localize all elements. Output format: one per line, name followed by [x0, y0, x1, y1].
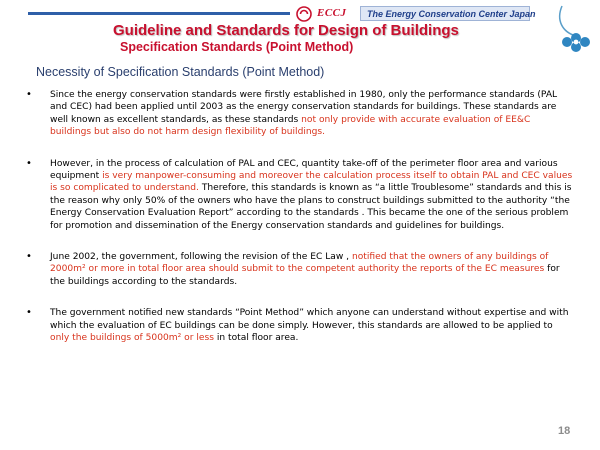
bullet-text: Therefore, this standards is known as “a little Troublesome” standards and this is the reason why only 50% of the owners who have the plans to construct buildings submitted to the authority “the Energy Conservation Evaluation Report” according to the standards . This became the one of the serious problem for promotion and dissemination of the Energy conservation standards and guidelines for buildings.	[50, 183, 572, 231]
bullet-highlight: not only provide with accurate evaluation of EE&C buildings but also do not harm design flexibility of buildings.	[50, 114, 531, 138]
bullet-text: June 2002, the government, following the revision of the EC Law ,	[50, 252, 352, 263]
bullet-text: for the buildings according to the standards.	[50, 264, 560, 287]
bullet-text: However, in the process of calculation of PAL and CEC, quantity take-off of the perimeter floor area and various equipment	[50, 158, 558, 182]
bullet-highlight: is very manpower-consuming and moreover the calculation process itself to obtain PAL and CEC values is so complicated to understand.	[50, 171, 573, 194]
eccj-logo-icon	[296, 6, 312, 22]
bullet-item	[14, 158, 574, 232]
slide-title: Guideline and Standards for Design of Buildings	[113, 22, 459, 39]
bullet-item	[14, 251, 574, 288]
clover-icon	[552, 2, 598, 58]
bullet-highlight: only the buildings of 5000m² or less	[50, 333, 214, 344]
bullet-text: The government notified new standards “Point Method” which anyone can understand without expertise and with which the evaluation of EC buildings can be done simply. However, this standards are allowed to be applied to	[50, 308, 569, 331]
bullet-text: Since the energy conservation standards were firstly established in 1980, only the performance standards (PAL and CEC) had been applied until 2003 as the energy conservation standards for buildings. These standards are well known as excellent standards, as these standards	[50, 90, 558, 125]
bullet-item	[14, 307, 574, 344]
bullet-list	[14, 89, 574, 364]
logo-text: ECCJ	[317, 7, 347, 19]
bullet-highlight: notified that the owners of any buildings of 2000m² or more in total floor area should submit to the competent authority the reports of the EC measures	[50, 252, 549, 275]
section-heading: Necessity of Specification Standards (Point Method)	[36, 65, 325, 79]
page-number: 18	[558, 425, 571, 437]
header-rule	[28, 12, 290, 15]
org-name-banner: The Energy Conservation Center Japan	[360, 6, 530, 21]
slide-subtitle: Specification Standards (Point Method)	[120, 40, 354, 54]
bullet-item	[14, 89, 574, 139]
bullet-text: in total floor area.	[213, 333, 299, 344]
